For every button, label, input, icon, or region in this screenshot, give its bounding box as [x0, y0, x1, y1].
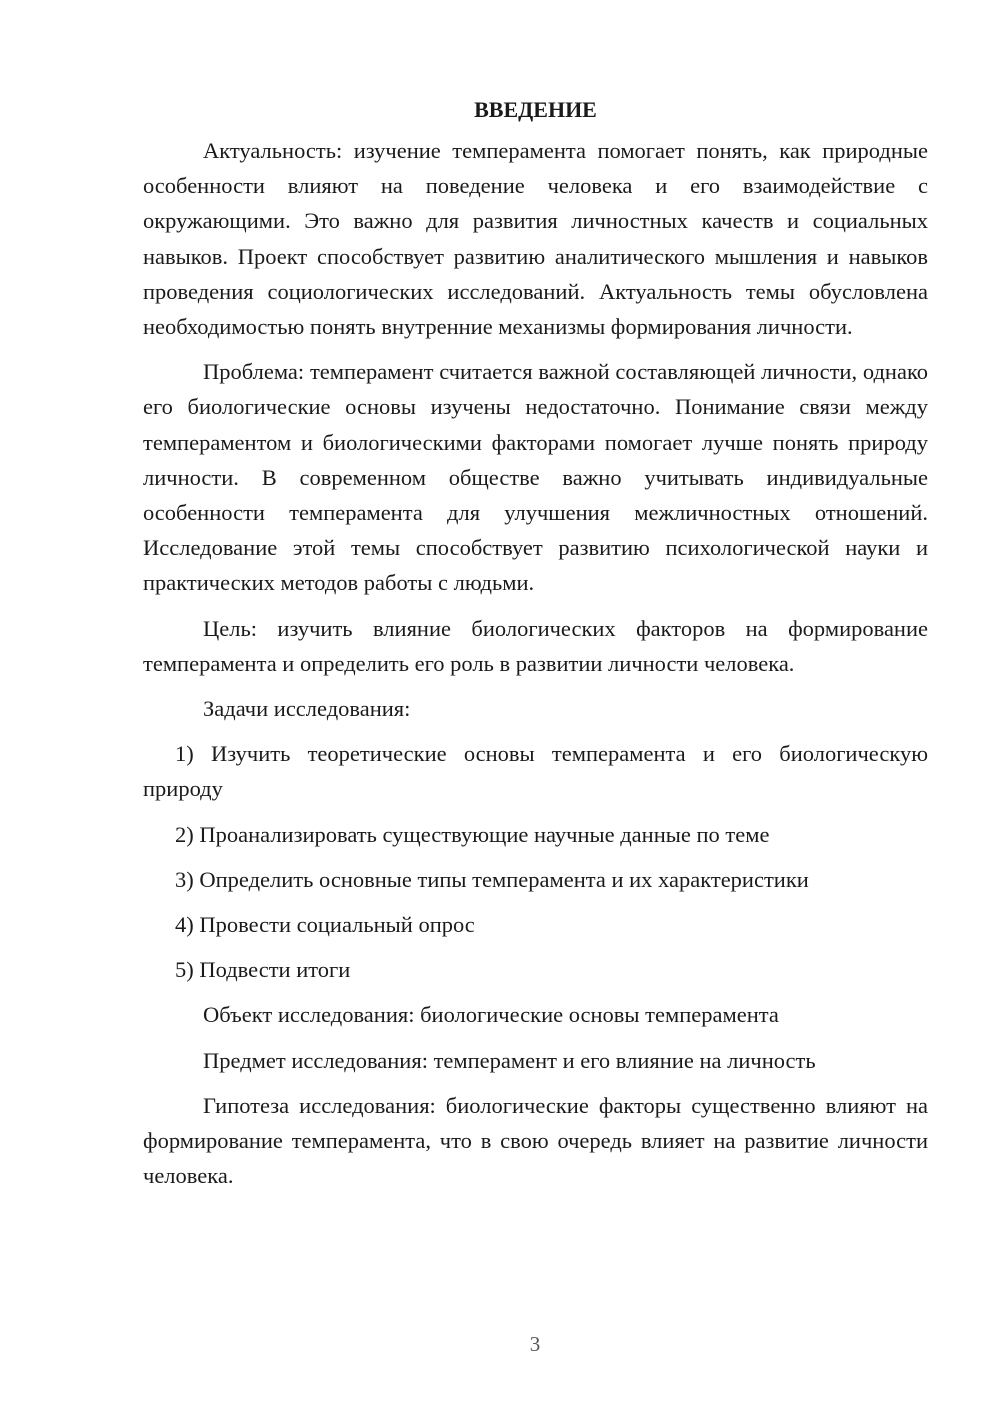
task-item-5: 5) Подвести итоги [175, 957, 351, 983]
problem-paragraph: Проблема: темперамент считается важной составляющей личности, однако его биологические основы изучены недостаточно. Понимание связи между темпераментом и биологическими факторами помогает лучше понять природу личности. В современном обществе важно учитывать индивидуальные особенности темперамента для улучшения межличностных отношений. Исследование этой темы способствует развитию психологической науки и практических методов работы с людьми. [143, 359, 928, 596]
goal-paragraph: Цель: изучить влияние биологических факторов на формирование темперамента и определить его роль в развитии личности человека. [143, 615, 928, 676]
page-number: 3 [529, 1332, 541, 1356]
task-item-1: 1) Изучить теоретические основы темперамента и его биологическую природу [143, 741, 928, 802]
task-item-4: 4) Провести социальный опрос [175, 912, 475, 938]
subject-paragraph: Предмет исследования: темперамент и его влияние на личность [203, 1047, 816, 1073]
task-item-3: 3) Определить основные типы темперамента и их характеристики [175, 866, 809, 892]
hypothesis-paragraph: Гипотеза исследования: биологические факторы существенно влияют на формирование темперамента, что в свою очередь влияет на развитие личности человека. [143, 1092, 928, 1189]
task-item-2: 2) Проанализировать существующие научные данные по теме [175, 821, 770, 847]
tasks-title: Задачи исследования: [203, 696, 411, 722]
page-content [143, 92, 928, 1203]
object-paragraph: Объект исследования: биологические основы темперамента [203, 1002, 779, 1028]
section-heading: ВВЕДЕНИЕ [474, 97, 597, 122]
relevance-paragraph: Актуальность: изучение темперамента помогает понять, как природные особенности влияют на поведение человека и его взаимодействие с окружающими. Это важно для развития личностных качеств и социальных навыков. Проект способствует развитию аналитического мышления и навыков проведения социологических исследований. Актуальность темы обусловлена необходимостью понять внутренние механизмы формирования личности. [143, 138, 928, 340]
